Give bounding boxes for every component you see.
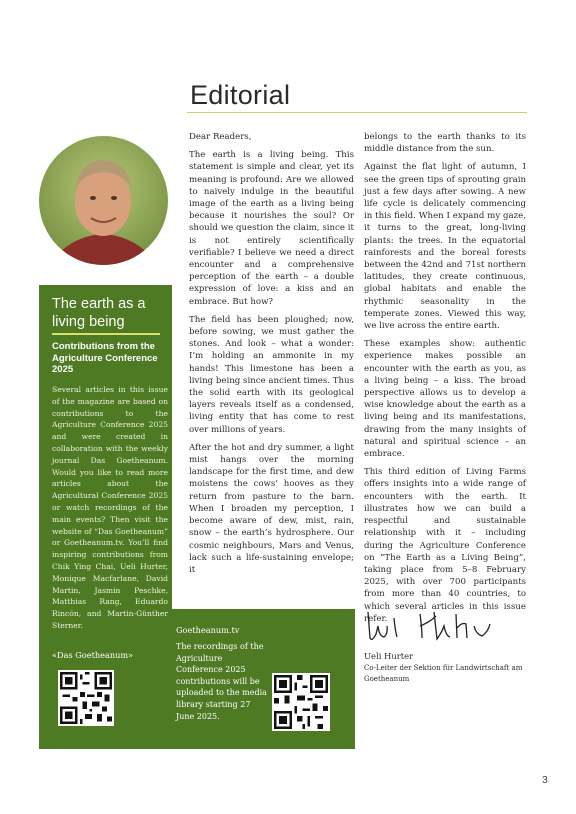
sidebar-title: The earth as a living being — [52, 296, 146, 330]
handwritten-signature — [364, 604, 504, 646]
body-paragraph: Against the flat light of autumn, I see the green tips of sprouting grain just a few days after sowing. A new life cycle is delicately commencing in this field. When I expand my gaze, it turns to the great, long-living plants: the trees. In the equatorial rainforests and the boreal forests between the 42nd and 71st northern latitudes, they create continuous, global habitats and enable the rhythmic seasonality in the temperate zones. Viewed this way, we live across the entire earth. — [364, 162, 526, 332]
body-paragraph: These examples show: authentic experience makes possible an encounter with the earth as you, as a living being – a kiss. The broad perspective allows us to develop a wise knowledge about the earth as a living being and its manifestations, drawing from the many insights of natural and spiritual science – an embrace. — [364, 339, 526, 460]
author-role: Co-Leiter der Sektion für Landwirtschaft am Goetheanum — [364, 664, 523, 683]
body-paragraph: belongs to the earth thanks to its middle distance from the sun. — [364, 132, 526, 155]
sidebar-text: Several articles in this issue of the magazine are based on contributions to the Agriculture Conference 2025 and were created in collaboration with the weekly journal Das Goetheanum. Would you like to read more articles about the Agricultural Conference 2025 or watch recordings of the main events? Then visit the website of “Das Goetheanum” or Goetheanum.tv. You’ll find inspiring contributions from Chik Ying Chai, Ueli Hurter, Monique Macfarlane, David Martin, Jasmin Peschke, Matthias Rang, Eduardo Rincón, and Martin-Günther Sterner. — [52, 385, 168, 630]
body-column-1 — [189, 131, 354, 582]
qr-code-icon[interactable] — [272, 673, 330, 731]
body-paragraph: This third edition of Living Farms offers insights into a wide range of encounters with the earth. It illustrates how we can build a respectful and sustainable relationship with it – including during the Agriculture Conference on “The Earth as a Living Being”, taking place from 5–8 February 2025, with over 700 participants from more than 40 countries, to which several articles in this issue refer. — [364, 467, 526, 624]
sidebar-rule — [52, 333, 160, 335]
author-portrait — [39, 136, 168, 265]
sidebar-subtitle: Contributions from the Agriculture Conference 2025 — [52, 341, 158, 375]
body-column-2 — [364, 131, 526, 631]
qr-code-icon[interactable] — [58, 670, 114, 726]
body-paragraph: The field has been ploughed; now, before sowing, we must gather the stones. And look – what a wonder: I’m holding an ammonite in my hands! This limestone has been a living being since ancient times. Thus the solid earth with its geological layers reveals itself as a condensed, living entity that has come to rest over millions of years. — [189, 314, 354, 435]
body-paragraph: The earth is a living being. This statement is simple and clear, yet its meaning is profound: Are we allowed to naively indulge in the beautiful image of the earth as a living being because it nourishes the soul? Or should we question the claim, since it is not entirely scientifically verifiable? I believe we need a direct encounter and a comprehensive perception of the earth – a double expression of love: a kiss and an embrace. But how? — [189, 150, 354, 307]
salutation: Dear Readers, — [189, 132, 252, 142]
body-paragraph: After the hot and dry summer, a light mist hangs over the morning landscape for the first time, and dew moistens the cows’ hooves as they return from pasture to the barn. When I broaden my perception, I become aware of dew, mist, rain, snow – the earth’s hydrosphere. Our cosmic neighbours, Mars and Venus, lack such a life-sustaining envelope; it — [189, 442, 354, 575]
author-name: Ueli Hurter — [364, 651, 414, 661]
page-title: Editorial — [190, 80, 291, 110]
das-goetheanum-link[interactable]: «Das Goetheanum» — [52, 650, 134, 660]
goetheanum-tv-text: The recordings of the Agriculture Conference 2025 contributions will be uploaded to the media library starting 27 June 2025. — [176, 642, 267, 721]
goetheanum-tv-label[interactable]: Goetheanum.tv — [176, 625, 240, 635]
page-number: 3 — [542, 774, 548, 786]
title-rule — [187, 112, 527, 113]
